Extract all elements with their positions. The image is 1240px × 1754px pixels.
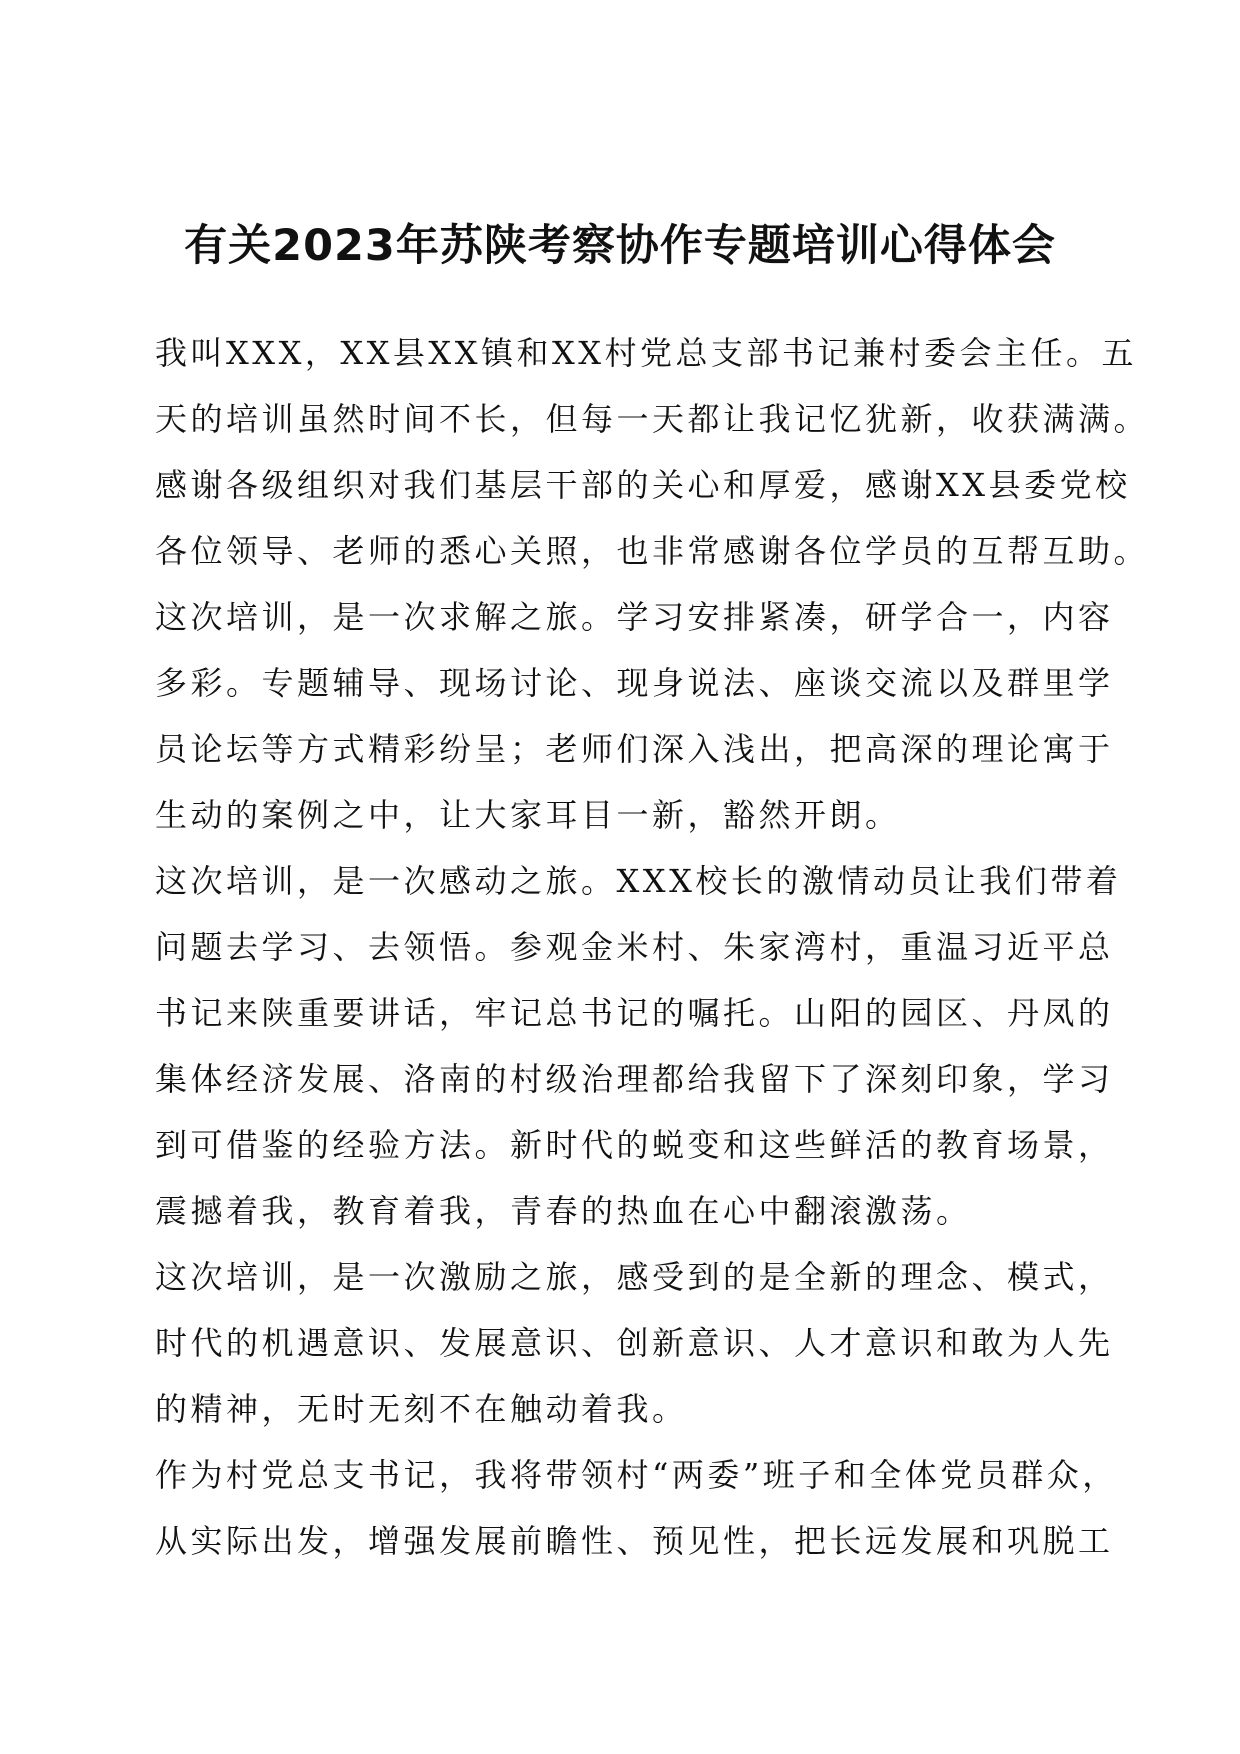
text-line: 感谢各级组织对我们基层干部的关心和厚爱，感谢XX县委党校: [155, 466, 1131, 504]
text-line: 书记来陕重要讲话，牢记总书记的嘱托。山阳的园区、丹凤的: [155, 994, 1114, 1032]
text-line: 这次培训，是一次求解之旅。学习安排紧凑，研学合一，内容: [155, 598, 1114, 636]
text-line: 的精神，无时无刻不在触动着我。: [155, 1390, 688, 1428]
text-line: 到可借鉴的经验方法。新时代的蜕变和这些鲜活的教育场景，: [155, 1126, 1114, 1164]
document-title: 有关2023年苏陕考察协作专题培训心得体会: [184, 221, 1056, 271]
text-line: 天的培训虽然时间不长，但每一天都让我记忆犹新，收获满满。: [155, 400, 1150, 438]
text-line: 震撼着我，教育着我，青春的热血在心中翻滚激荡。: [155, 1192, 972, 1230]
text-line: 问题去学习、去领悟。参观金米村、朱家湾村，重温习近平总: [155, 928, 1114, 966]
document-body: [155, 320, 1150, 1574]
text-line: 从实际出发，增强发展前瞻性、预见性，把长远发展和巩脱工: [155, 1522, 1114, 1560]
text-line: 作为村党总支书记，我将带领村“两委”班子和全体党员群众，: [155, 1456, 1118, 1494]
text-line: 时代的机遇意识、发展意识、创新意识、人才意识和敢为人先: [155, 1324, 1114, 1362]
text-line: 集体经济发展、洛南的村级治理都给我留下了深刻印象，学习: [155, 1060, 1114, 1098]
text-line: 这次培训，是一次感动之旅。XXX校长的激情动员让我们带着: [155, 862, 1122, 900]
text-line: 多彩。专题辅导、现场讨论、现身说法、座谈交流以及群里学: [155, 664, 1114, 702]
text-line: 员论坛等方式精彩纷呈；老师们深入浅出，把高深的理论寓于: [155, 730, 1114, 768]
text-line: 生动的案例之中，让大家耳目一新，豁然开朗。: [155, 796, 901, 834]
text-line: 我叫XXX，XX县XX镇和XX村党总支部书记兼村委会主任。五: [155, 334, 1138, 372]
text-line: 这次培训，是一次激励之旅，感受到的是全新的理念、模式，: [155, 1258, 1114, 1296]
text-line: 各位领导、老师的悉心关照，也非常感谢各位学员的互帮互助。: [155, 532, 1150, 570]
